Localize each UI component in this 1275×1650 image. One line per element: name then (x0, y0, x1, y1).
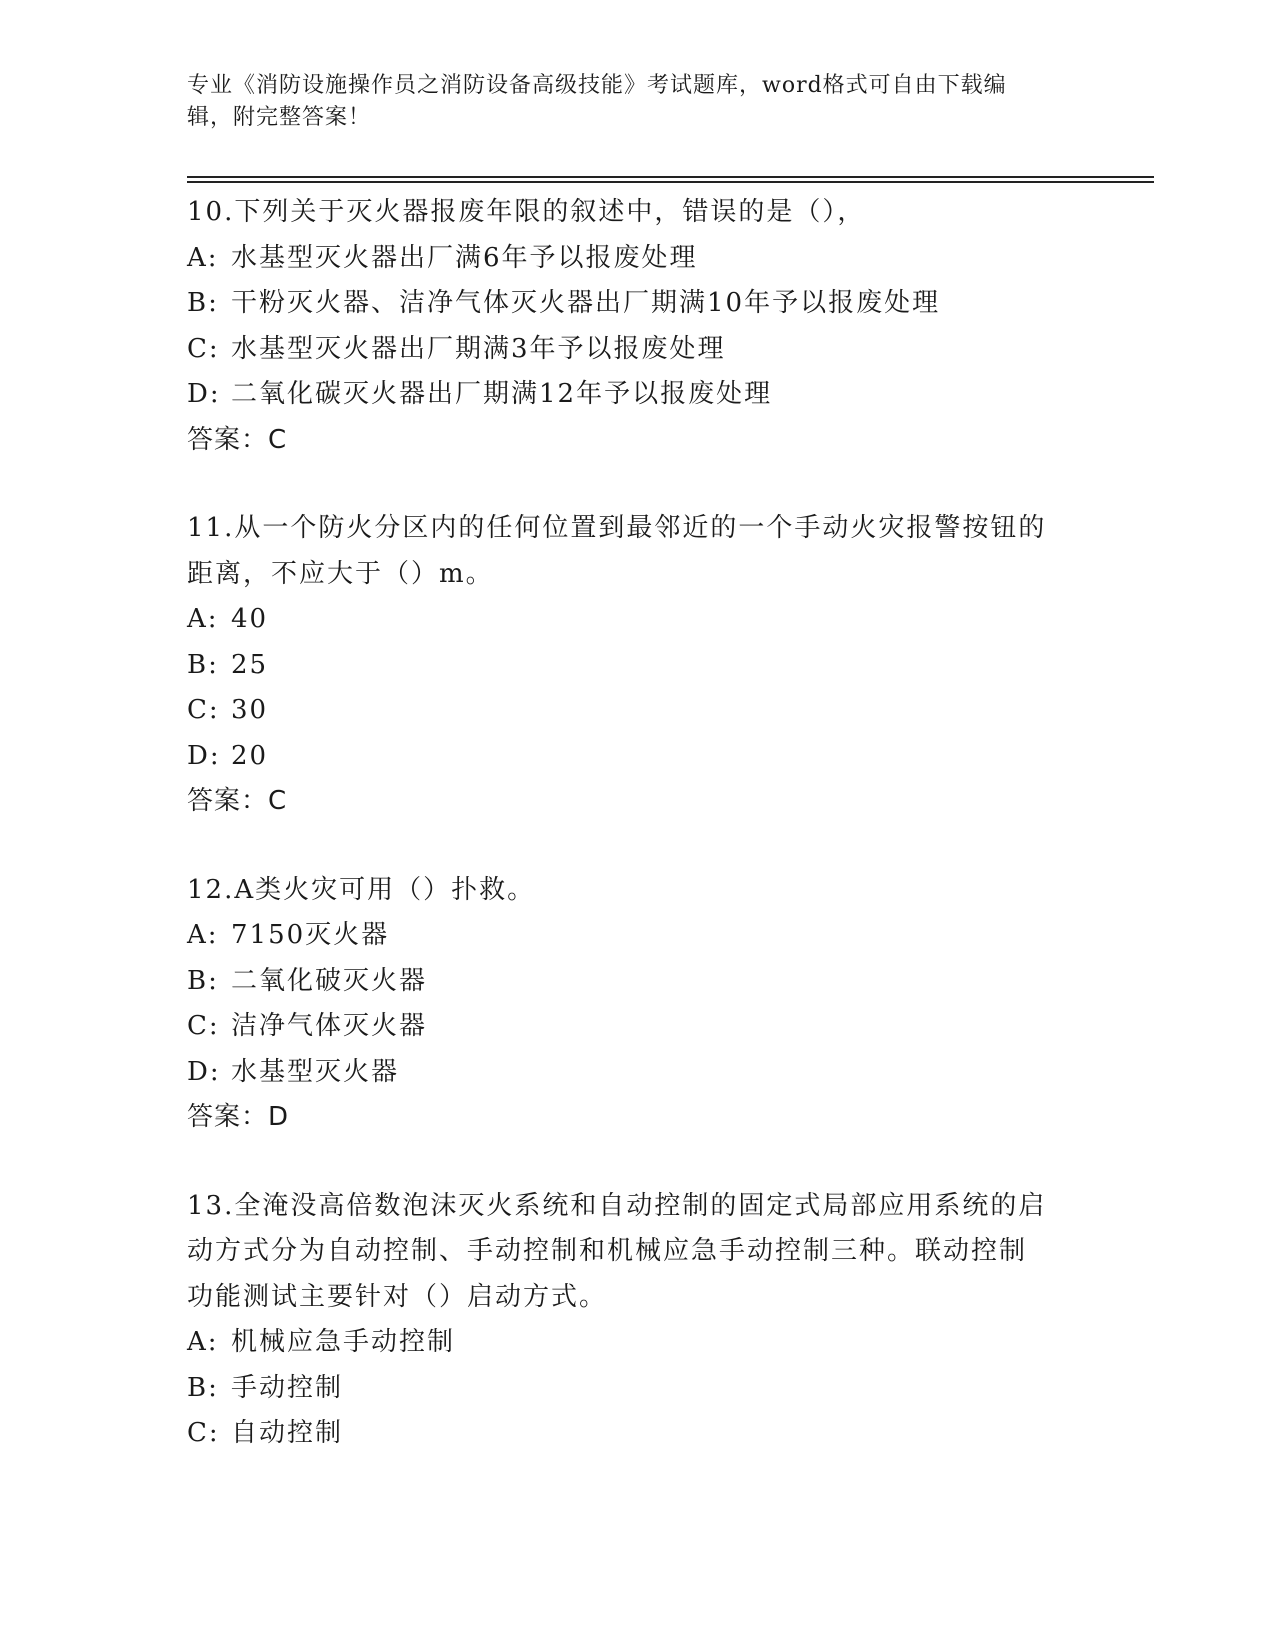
option-letter: C: (187, 1418, 220, 1448)
option-text: 30 (231, 695, 269, 725)
option-text: 水基型灭火器 (231, 1056, 400, 1087)
answer-line: 答案：D (187, 1102, 290, 1132)
question-list (187, 190, 1087, 1500)
option-letter: C: (187, 695, 220, 725)
option-c (187, 688, 1087, 734)
option-b (187, 959, 1087, 1005)
option-d (187, 1050, 1087, 1096)
header-line-1: 专业《消防设施操作员之消防设备高级技能》考试题库，word格式可自由下载编 (187, 73, 1007, 98)
option-b (187, 281, 1087, 327)
question-13 (187, 1184, 1087, 1457)
option-text: 干粉灭火器、洁净气体灭火器出厂期满10年予以报废处理 (231, 288, 941, 318)
question-text: 距离，不应大于（）m。 (187, 558, 494, 589)
option-text: 二氧化碳灭火器出厂期满12年予以报废处理 (231, 379, 773, 409)
option-text: 机械应急手动控制 (231, 1327, 456, 1357)
option-letter: A: (187, 242, 219, 273)
answer-line: 答案：C (187, 424, 288, 455)
question-text: 功能测试主要针对（）启动方式。 (187, 1281, 608, 1312)
option-text: 洁净气体灭火器 (231, 1011, 428, 1041)
option-letter: D: (187, 740, 221, 771)
option-a (187, 1320, 1087, 1366)
option-letter: A: (187, 604, 219, 634)
question-text: 11.从一个防火分区内的任何位置到最邻近的一个手动火灾报警按钮的 (187, 513, 1047, 543)
option-letter: C: (187, 1011, 220, 1041)
option-d (187, 734, 1087, 780)
option-letter: B: (187, 288, 219, 318)
option-c (187, 1411, 1087, 1457)
option-c (187, 1004, 1087, 1050)
option-text: 水基型灭火器出厂满6年予以报废处理 (231, 242, 698, 273)
question-text: 10.下列关于灭火器报废年限的叙述中，错误的是（）， (187, 197, 866, 227)
option-text: 水基型灭火器出厂期满3年予以报废处理 (231, 333, 726, 364)
option-text: 25 (231, 649, 269, 680)
option-letter: B: (187, 1372, 219, 1403)
option-letter: D: (187, 379, 221, 409)
option-b (187, 1366, 1087, 1412)
option-text: 7150灭火器 (231, 920, 390, 950)
header-divider-top (187, 176, 1154, 178)
option-letter: A: (187, 920, 219, 950)
option-letter: B: (187, 965, 219, 996)
option-text: 二氧化破灭火器 (231, 965, 428, 996)
option-d (187, 372, 1087, 418)
question-10 (187, 190, 1087, 463)
header-line-2: 辑，附完整答案！ (187, 105, 372, 130)
option-text: 自动控制 (231, 1418, 344, 1448)
header-divider-bottom (187, 181, 1154, 183)
option-letter: D: (187, 1056, 221, 1087)
option-letter: B: (187, 649, 219, 680)
option-letter: A: (187, 1327, 219, 1357)
question-12 (187, 868, 1087, 1141)
option-text: 40 (231, 604, 269, 634)
answer-line: 答案：C (187, 786, 288, 816)
option-b (187, 643, 1087, 689)
document-header (187, 70, 1087, 134)
option-letter: C: (187, 333, 220, 364)
question-11 (187, 506, 1087, 825)
question-text: 12.A类火灾可用（）扑救。 (187, 874, 536, 905)
question-text: 动方式分为自动控制、手动控制和机械应急手动控制三种。联动控制 (187, 1236, 1028, 1266)
option-a (187, 913, 1087, 959)
option-text: 20 (231, 740, 269, 771)
question-text: 13.全淹没高倍数泡沫灭火系统和自动控制的固定式局部应用系统的启 (187, 1190, 1047, 1221)
option-c (187, 327, 1087, 373)
option-a (187, 236, 1087, 282)
option-a (187, 597, 1087, 643)
option-text: 手动控制 (231, 1372, 344, 1403)
